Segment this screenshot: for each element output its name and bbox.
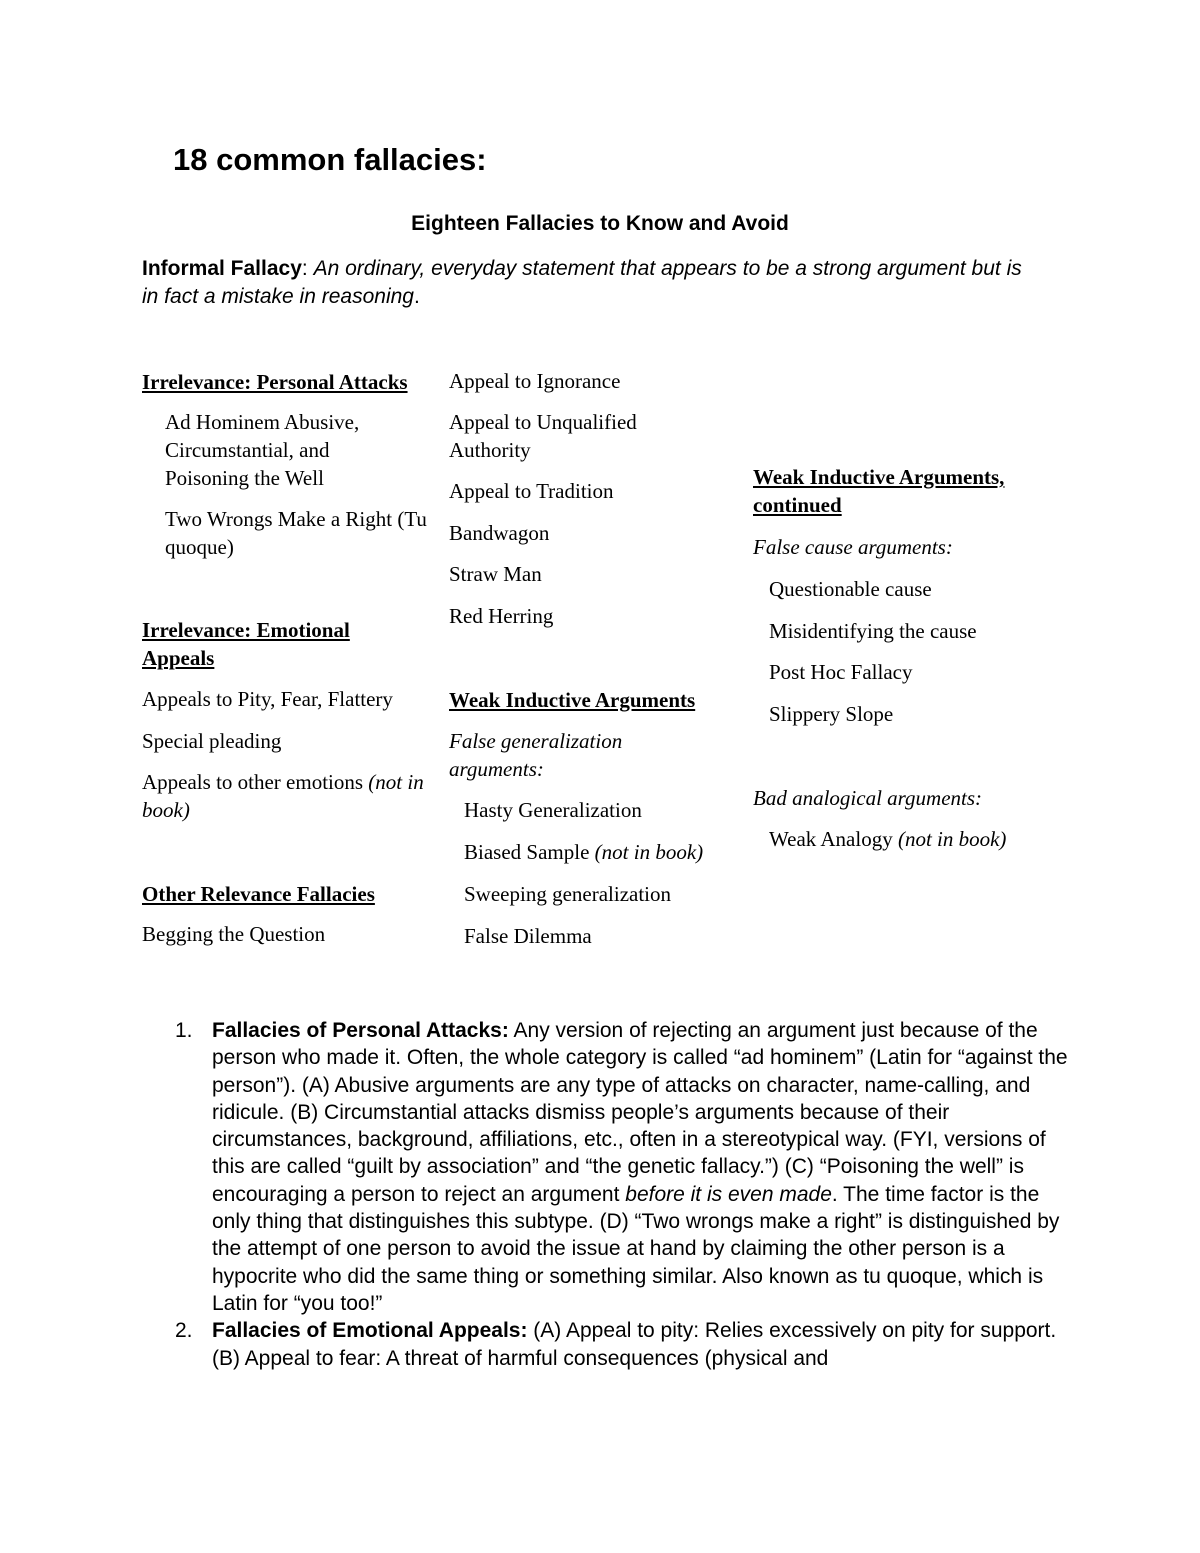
list-item-misidentifying-cause: Misidentifying the cause [769,619,977,643]
heading-other-relevance: Other Relevance Fallacies [142,882,375,906]
document-heading: 18 common fallacies: [173,142,487,177]
informal-fallacy-definition [142,255,1042,311]
definition-term: Informal Fallacy [142,257,302,280]
list-number: 1. [175,1019,193,1042]
heading-weak-inductive: Weak Inductive Arguments [449,688,696,712]
list-item-weak-analogy [769,825,1006,853]
list-item-bandwagon: Bandwagon [449,521,550,545]
list-item-other-emotions [142,768,442,824]
list-number: 2. [175,1319,193,1343]
not-in-book-note: (not in book) [594,840,704,864]
list-item-straw-man: Straw Man [449,562,542,586]
list-item-hasty-generalization: Hasty Generalization [464,798,642,822]
list-item-personal-attacks [160,1017,1080,1317]
list-item-biased-sample [464,838,703,866]
label-false-generalization: False generalization arguments: [449,729,623,781]
biased-sample-text: Biased Sample [464,840,595,864]
list-item-appeal-ignorance: Appeal to Ignorance [449,369,621,393]
not-in-book-note: (not in book) [897,827,1007,851]
definition-colon: : [301,257,308,280]
other-emotions-text: Appeals to other emotions [142,770,369,794]
list-item-appeal-tradition: Appeal to Tradition [449,479,614,503]
label-bad-analogical: Bad analogical arguments: [753,786,983,810]
list-item-text: . The time factor is the only thing that distinguishes this subtype. (D) “Two wrongs make a right” is distinguished by the attempt of one person to avoid the issue at hand by claiming the other person is a hypocrite who did the same thing or something similar. Also known as tu quoque, which is Latin for “you too!” [212,1182,1060,1315]
document-subtitle: Eighteen Fallacies to Know and Avoid [411,212,789,235]
list-item-label: Fallacies of Personal Attacks: [212,1019,509,1042]
list-item-label: Fallacies of Emotional Appeals: [212,1319,528,1343]
list-item-unqualified-authority: Appeal to Unqualified Authority [449,410,637,462]
list-item-begging-question: Begging the Question [142,922,326,946]
definition-period: . [413,285,420,308]
not-in-book-note: (not in book) [142,770,424,822]
heading-personal-attacks: Irrelevance: Personal Attacks [142,370,408,394]
fallacy-explanation-list [160,1017,1080,1372]
list-item-false-dilemma: False Dilemma [464,924,592,948]
list-item-text: (A) Appeal to pity: Relies excessively on pity for support. (B) Appeal to fear: A threat of harmful consequences (physical and [212,1319,1057,1370]
definition-text: An ordinary, everyday statement that appears to be a strong argument but is in fact a mistake in reasoning [142,257,1022,308]
label-false-cause: False cause arguments: [753,535,953,559]
list-item-ad-hominem: Ad Hominem Abusive, Circumstantial, and Poisoning the Well [165,410,360,490]
list-item-red-herring: Red Herring [449,604,554,628]
list-item-post-hoc: Post Hoc Fallacy [769,660,913,684]
list-item-special-pleading: Special pleading [142,729,282,753]
weak-analogy-text: Weak Analogy [769,827,898,851]
list-item-sweeping-generalization: Sweeping generalization [464,882,672,906]
list-item-pity-fear: Appeals to Pity, Fear, Flattery [142,687,393,711]
list-item-slippery-slope: Slippery Slope [769,702,894,726]
heading-emotional-appeals: Irrelevance: Emotional Appeals [142,618,350,670]
list-item-text: Any version of rejecting an argument just because of the person who made it. Often, the whole category is called “ad hominem” (Latin for “against the person”). (A) Abusive arguments are any type of attacks on character, name-calling, and ridicule. (B) Circumstantial attacks dismiss people’s arguments because of their circumstances, background, affiliations, etc., often in a stereotypical way. (FYI, versions of this are called “guilt by association” and “the genetic fallacy.”) (C) “Poisoning the well” is encouraging a person to reject an argument [212,1019,1068,1206]
heading-weak-inductive-continued: Weak Inductive Arguments, continued [753,465,1005,517]
list-item-emphasis: before it is even made [625,1182,832,1206]
list-item-emotional-appeals [160,1317,1080,1372]
list-item-questionable-cause: Questionable cause [769,577,932,601]
list-item-two-wrongs: Two Wrongs Make a Right (Tu quoque) [165,507,427,559]
